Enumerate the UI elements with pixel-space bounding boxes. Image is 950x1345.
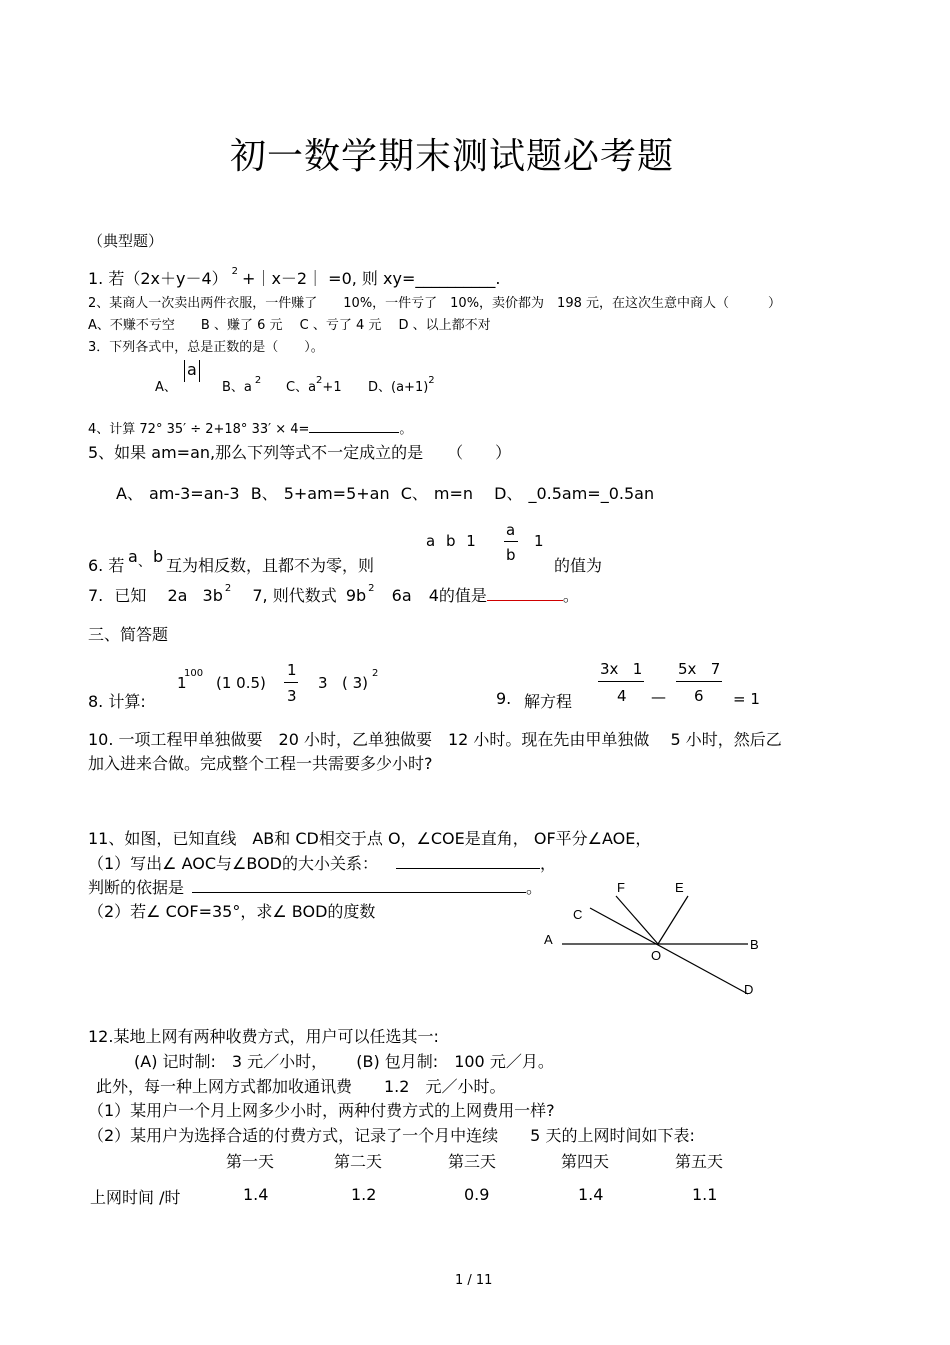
table-cell-3: 0.9 — [464, 1185, 490, 1204]
q7-know: 已知 — [114, 586, 147, 605]
table-header-1: 第一天 — [226, 1152, 275, 1171]
q9-label: 9. — [496, 689, 512, 708]
angle-diagram — [540, 876, 780, 1006]
q9-num-2: 5x 7 — [678, 660, 721, 678]
section-3-heading: 三、简答题 — [88, 625, 169, 644]
q12-line-4: （1）某用户一个月上网多少小时，两种付费方式的上网费用一样? — [88, 1101, 555, 1120]
q5-opt-a: am-3=an-3 — [148, 484, 240, 503]
q9-den-1: 4 — [617, 687, 627, 705]
q3-abs-a: a — [187, 360, 197, 379]
label-a: A — [544, 932, 553, 947]
q3-option-b-text: B、a — [222, 380, 252, 395]
q11-line-4: （2）若∠ COF=35°，求∠ BOD的度数 — [88, 902, 376, 921]
q7-e3: 7 — [252, 586, 263, 605]
q11-relation-blank[interactable] — [396, 854, 540, 869]
q8-three: 3 — [318, 674, 328, 692]
table-cell-4: 1.4 — [578, 1185, 604, 1204]
q7-mid: , 则代数式 — [262, 586, 337, 605]
q7-e5: 6a — [391, 586, 412, 605]
q12-line-1: 12.某地上网有两种收费方式，用户可以任选其一: — [88, 1027, 439, 1046]
table-header-5: 第五天 — [675, 1152, 724, 1171]
q8-one: 1 — [177, 674, 187, 692]
question-2-options: A、不赚不亏空 B 、赚了 6 元 C 、亏了 4 元 D 、以上都不对 — [88, 318, 491, 333]
q7-e4: 9b — [345, 586, 367, 605]
page-number: 1 / 11 — [455, 1273, 493, 1288]
q5-opt-c: m=n — [433, 484, 474, 503]
q11-line-3-end: 。 — [526, 878, 543, 897]
q6-frac-tail: 1 — [534, 532, 544, 550]
q7-e2: 3b — [202, 586, 223, 605]
q5-opt-b: 5+am=5+an — [283, 484, 390, 503]
q7-end: 。 — [562, 586, 579, 605]
label-b: B — [750, 937, 759, 952]
q1-part-a: 1. 若（2x＋y－4） — [88, 269, 228, 288]
q12-line-2: (A) 记时制: 3 元／小时， (B) 包月制: 100 元／月。 — [134, 1052, 554, 1071]
q9-text: 解方程 — [524, 692, 573, 711]
q8-frac-den: 3 — [287, 687, 297, 705]
q1-part-b: +｜x－2｜ =0, 则 xy=__________. — [242, 269, 501, 288]
q5-opt-a-label: A、 — [116, 484, 143, 503]
q5-opt-c-label: C、 — [400, 484, 428, 503]
q6-frac-num: a — [506, 521, 516, 539]
q8-paren2-sup: 2 — [372, 668, 379, 679]
q7-e6: 4的值是 — [428, 586, 487, 605]
q6-frac-line — [504, 541, 518, 542]
q9-frac-line-1 — [598, 681, 644, 682]
q10-line-1: 10. 一项工程甲单独做要 20 小时，乙单独做要 12 小时。现在先由甲单独做 5 小时，然后乙 — [88, 730, 782, 749]
ray-oe — [658, 896, 688, 944]
q7-answer-blank[interactable] — [487, 586, 563, 601]
q9-frac-line-2 — [676, 681, 722, 682]
q3-option-c-tail: +1 — [322, 380, 342, 395]
q8-frac-num: 1 — [287, 661, 297, 679]
q12-line-5: （2）某用户为选择合适的付费方式，记录了一个月中连续 5 天的上网时间如下表: — [88, 1126, 695, 1145]
q6-num: 6. 若 — [88, 556, 125, 575]
table-header-3: 第三天 — [448, 1152, 497, 1171]
q3-option-d-text: D、(a+1) — [368, 380, 429, 395]
q3-option-d-sup: 2 — [428, 375, 435, 386]
q3-option-a-abs — [184, 360, 200, 382]
q4-end: 。 — [399, 422, 413, 437]
q11-line-3-text: 判断的依据是 — [88, 878, 185, 897]
q7-e4-sup: 2 — [368, 583, 375, 594]
q6-frac-den: b — [506, 546, 516, 564]
q3-option-b — [222, 376, 261, 395]
section-typical: （典型题） — [88, 232, 164, 250]
q8-label: 8. 计算: — [88, 692, 146, 711]
q5-opt-b-label: B、 — [250, 484, 278, 503]
question-1 — [88, 266, 500, 289]
table-cell-5: 1.1 — [692, 1185, 718, 1204]
q6-end: 的值为 — [554, 556, 603, 575]
label-o: O — [651, 948, 662, 963]
q12-line-3: 此外，每一种上网方式都加收通讯费 1.2 元／小时。 — [96, 1077, 506, 1096]
label-c: C — [573, 907, 583, 922]
q11-line-2 — [88, 851, 556, 874]
q6-var-a: a — [128, 547, 138, 566]
table-row-label: 上网时间 /时 — [90, 1188, 181, 1207]
q6-var-b: b — [153, 547, 164, 566]
q11-line-2-end: ， — [540, 854, 557, 873]
q6-expr-top: a b 1 — [426, 532, 476, 550]
question-4 — [88, 418, 412, 437]
q11-line-1: 11、如图，已知直线 AB和 CD相交于点 O，∠COE是直角， OF平分∠AOE， — [88, 829, 652, 848]
table-cell-1: 1.4 — [243, 1185, 269, 1204]
q3-option-c — [286, 376, 342, 395]
q11-reason-blank[interactable] — [192, 878, 526, 893]
q11-line-3 — [88, 875, 542, 898]
q9-num-1: 3x 1 — [600, 660, 643, 678]
q3-option-c-sup: 2 — [316, 375, 323, 386]
q8-paren: (1 0.5) — [216, 674, 266, 692]
q5-opt-d: _0.5am=_0.5an — [528, 484, 655, 503]
question-7 — [88, 583, 579, 606]
q6-comma: 、 — [138, 555, 152, 570]
q7-num: 7. — [88, 586, 104, 605]
ray-of — [616, 896, 658, 944]
q9-minus: — — [651, 688, 666, 706]
question-2: 2、某商人一次卖出两件衣服，一件赚了 10%，一件亏了 10%，卖价都为 198 元，在这次生意中商人（ ） — [88, 296, 782, 311]
q8-one-sup: 100 — [184, 668, 204, 679]
label-f: F — [617, 880, 625, 895]
q5-options — [116, 481, 654, 504]
q3-option-d — [368, 376, 435, 395]
q3-option-b-sup: 2 — [254, 375, 262, 386]
q8-paren2: ( 3) — [342, 674, 369, 692]
label-e: E — [675, 880, 684, 895]
q9-rhs: = 1 — [733, 690, 760, 708]
table-header-2: 第二天 — [334, 1152, 383, 1171]
q7-e2-sup: 2 — [224, 583, 232, 594]
question-3: 3．下列各式中，总是正数的是（ ）。 — [88, 340, 324, 355]
q5-opt-d-label: D、 — [494, 484, 523, 503]
q3-option-a-label: A、 — [155, 380, 177, 395]
q8-frac-line — [284, 682, 298, 683]
question-5: 5、如果 am=an,那么下列等式不一定成立的是 （ ） — [88, 443, 512, 462]
q6-text: 互为相反数，且都不为零，则 — [166, 556, 375, 575]
q11-line-2-text: （1）写出∠ AOC与∠BOD的大小关系： — [88, 854, 378, 873]
page-title: 初一数学期末测试题必考题 — [230, 136, 675, 177]
table-cell-2: 1.2 — [351, 1185, 377, 1204]
q9-den-2: 6 — [694, 687, 704, 705]
q10-line-2: 加入进来合做。完成整个工程一共需要多少小时? — [88, 754, 433, 773]
q1-sup: 2 — [231, 266, 239, 277]
q4-text: 4、计算 72° 35′ ÷ 2+18° 33′ × 4= — [88, 422, 310, 437]
q3-option-c-text: C、a — [286, 380, 317, 395]
line-cd — [590, 908, 748, 994]
q7-e1: 2a — [167, 586, 188, 605]
q4-answer-blank[interactable] — [309, 418, 399, 433]
label-d: D — [744, 982, 754, 997]
table-header-4: 第四天 — [561, 1152, 610, 1171]
